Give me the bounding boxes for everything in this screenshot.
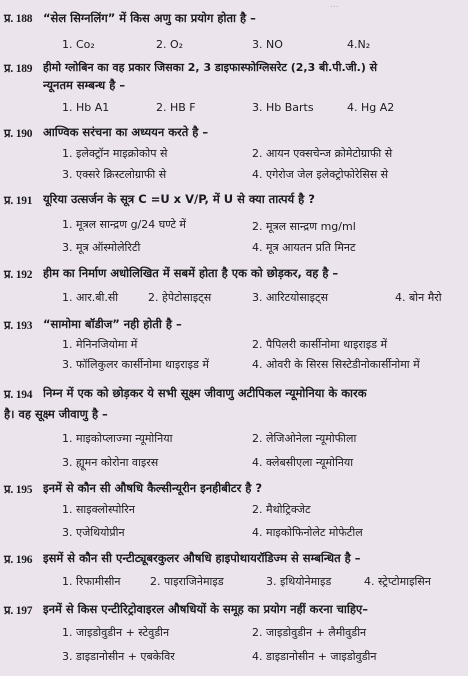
option: 3. मूत्र ऑस्मोलेरिटी (62, 241, 141, 254)
option: 1. रिफामीसीन (62, 575, 121, 588)
option: 1. आर.बी.सी (62, 291, 119, 304)
option: 3. NO (252, 38, 283, 51)
option: 2. मैथोट्रिक्जेट (252, 503, 311, 516)
question-text: “सामोमा बॉडीज” नही होती है – (43, 317, 182, 331)
question-number: प्र. 193 (4, 320, 33, 332)
option: 4.N₂ (347, 38, 371, 51)
option: 3. इथियोनेमाइड (266, 575, 332, 588)
question-text: यूरिया उत्सर्जन के सूत्र C =U x V/P, में U से क्या तात्पर्य है ? (43, 192, 315, 206)
option: 1. साइक्लोस्पोरिन (62, 503, 135, 516)
option: 1. इलेक्ट्रॉन माइक्रोकोप से (62, 147, 168, 160)
option: 3. ह्यूमन कोरोना वाइरस (62, 456, 159, 469)
option: 3. डाइडानोसीन + एबकेविर (62, 650, 175, 663)
question-text: हीमो ग्लोबिन का वह प्रकार जिसका 2, 3 डाइफास्फोग्लिसरेट (2,3 बी.पी.जी.) से (43, 61, 378, 74)
option: 3. एक्सरे क्रिस्टलोग्राफी से (62, 168, 167, 181)
option: 4. Hg A2 (347, 101, 395, 114)
question-number: प्र. 196 (4, 554, 33, 566)
option: 2. पैपिलरी कार्सीनोमा थाइराइड में (252, 338, 388, 351)
question-number: प्र. 188 (4, 13, 33, 25)
option: 1. Hb A1 (62, 101, 110, 114)
option: 2. आयन एक्सचेन्ज क्रोमेटोग्राफी से (252, 147, 393, 160)
question-text: “सेल सिग्नलिंग” में किस अणु का प्रयोग होता है – (43, 11, 256, 25)
question-number: प्र. 190 (4, 128, 33, 140)
option: 4. माइकोफिनोलेट मोफेटील (252, 526, 363, 539)
option: 2. लेजिओनेला न्यूमोफीला (252, 432, 357, 445)
option: 4. एगेरोज जेल इलेक्ट्रोफोरेसिस से (252, 168, 389, 181)
option: 3. एजेथियोप्रीन (62, 526, 125, 539)
question-text: न्यूनतम सम्बन्ध है – (43, 78, 126, 92)
option: 4. डाइडानोसीन + जाइडोवुडीन (252, 650, 377, 663)
question-text: निम्न में एक को छोड़कर ये सभी सूक्ष्म जीवाणु अटीपिकल न्यूमोनिया के कारक (43, 386, 367, 400)
question-text: इनमें से कौन सी औषधि कैल्सीन्यूरीन इनहीबीटर है ? (43, 481, 263, 495)
question-number: प्र. 189 (4, 63, 33, 75)
option: 4. बोन मैरो (395, 291, 442, 304)
option: 4. स्ट्रेप्टोमाइसिन (364, 575, 431, 588)
option: 1. मूत्रल सान्द्रण g/24 घण्टे में (62, 218, 186, 231)
question-number: प्र. 194 (4, 389, 33, 401)
option: 2. O₂ (156, 38, 184, 51)
option: 3. आरिटयोसाइट्स (252, 291, 329, 304)
option: 1. मेनिनजियोमा में (62, 338, 138, 351)
question-text: हीम का निर्माण अधोलिखित में सबमें होता है एक को छोड़कर, वह है – (43, 266, 339, 280)
option: 3. Hb Barts (252, 101, 314, 114)
question-text: आण्विक सरंचना का अध्ययन करते है – (43, 125, 209, 139)
question-text: इनमें से किस एन्टीरिट्रोवाइरल औषधियों के समूह का प्रयोग नहीं करना चाहिए– (43, 602, 369, 616)
option: 2. मूत्रल सान्द्रण mg/ml (252, 220, 356, 233)
option: 2. HB F (156, 101, 196, 114)
question-text: इसमें से कौन सी एन्टीट्यूबरकुलर औषधि हाइपोथायरॉडिज्म से सम्बन्धित है – (43, 551, 361, 565)
option: 4. क्लेबसीएला न्यूमोनिया (252, 456, 354, 469)
option: 1. माइकोप्लाज्मा न्यूमोनिया (62, 432, 173, 445)
option: 1. Co₂ (62, 38, 95, 51)
question-number: प्र. 195 (4, 484, 33, 496)
option: 1. जाइडोवुडीन + स्टेवुडीन (62, 626, 170, 639)
question-text: है। वह सूक्ष्म जीवाणु है – (4, 407, 108, 421)
option: 2. जाइडोवुडीन + लैमीवुडीन (252, 626, 367, 639)
question-number: प्र. 191 (4, 195, 33, 207)
question-number: प्र. 192 (4, 269, 33, 281)
option: 4. ओवरी के सिरस सिस्टेडीनोकार्सीनोमा में (252, 358, 420, 371)
question-number: प्र. 197 (4, 605, 33, 617)
option: 3. फॉलिकुलर कार्सीनोमा थाइराइड में (62, 358, 209, 371)
bleed-through: ... (330, 0, 339, 10)
option: 4. मूत्र आयतन प्रति मिनट (252, 241, 356, 254)
option: 2. हेपेटोसाइट्स (148, 291, 212, 304)
option: 2. पाइराजिनेमाइड (150, 575, 224, 588)
